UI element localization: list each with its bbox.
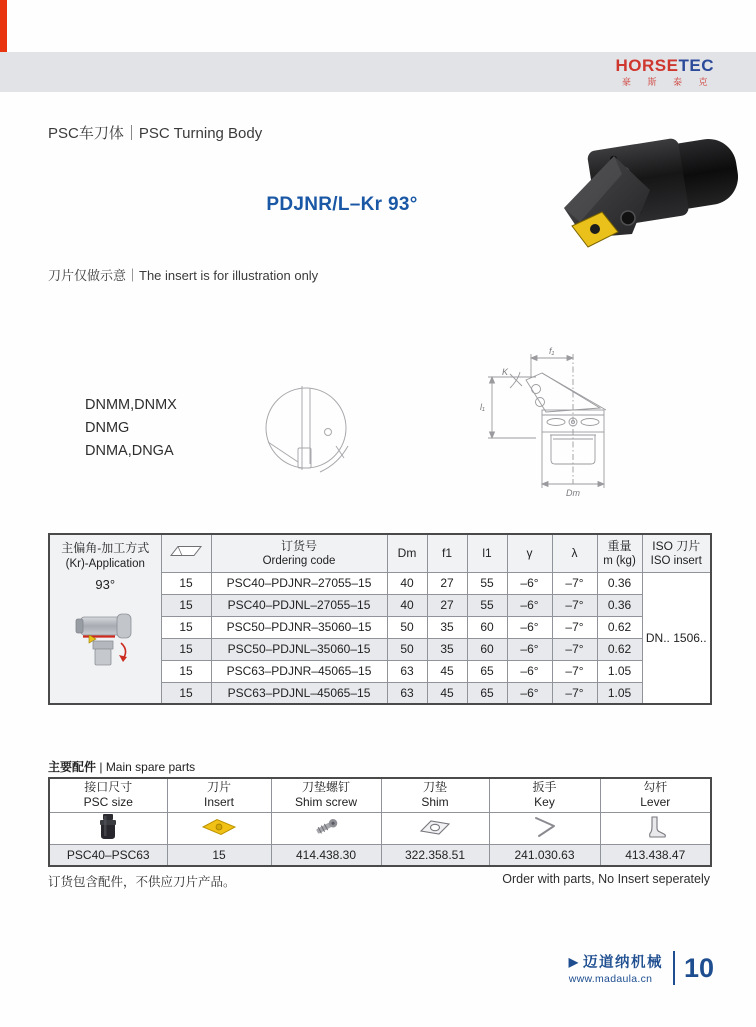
insert-type-line: DNMA,DNGA [85,443,174,459]
logo-wordmark [616,57,714,74]
weight-cell: 0.36 [597,594,642,616]
insert-size-cell: 15 [161,572,211,594]
psc-holder-icon-cell [49,812,167,844]
l1-cell: 55 [467,594,507,616]
psc-size-header-zh: 接口尺寸 [84,779,133,794]
gamma-cell: –6° [507,616,552,638]
insert-size-cell: 15 [161,638,211,660]
spec-table [48,533,712,705]
lambda-cell: –7° [552,682,597,704]
l1-cell: 60 [467,616,507,638]
model-heading: PDJNR/L–Kr 93° [266,194,418,215]
key-header-en: Key [534,795,555,810]
psc-size-header [49,778,167,812]
lever-value: 413.438.47 [600,844,711,866]
tool-holder-render-image [558,130,748,258]
l1-header: l1 [467,534,507,572]
ordering-code-cell: PSC50–PDJNR–35060–15 [211,616,387,638]
insert-icon-cell [167,812,271,844]
shim-screw-header [271,778,381,812]
insert-header-en: Insert [203,795,234,810]
l1-cell: 55 [467,572,507,594]
weight-cell: 1.05 [597,682,642,704]
logo-horse-text: HORSE [615,56,679,75]
ordering-header-zh: 订货号 [280,538,317,553]
lambda-cell: –7° [552,594,597,616]
logo-chinese-text: 豪 斯 泰 克 [622,77,715,87]
front-view-drawing-image [248,380,368,485]
application-header-en: (Kr)-Application [65,557,145,570]
page-title: PSC车刀体｜PSC Turning Body [48,125,263,142]
ordering-code-cell: PSC63–PDJNL–45065–15 [211,682,387,704]
shim-screw-header-zh: 刀垫螺钉 [301,779,350,794]
footer-divider [673,951,675,985]
f1-cell: 45 [427,660,467,682]
dim-f1-label: f₁ [549,346,555,356]
spare-parts-title-zh: 主要配件 [48,760,97,774]
footer-company-name: 迈道纳机械 [582,955,663,971]
shim-screw-header-en: Shim screw [294,795,357,810]
lever-header [600,778,711,812]
insert-angle-icon [168,542,204,560]
iso-insert-cell: DN.. 1506.. [642,572,711,704]
insert-note: 刀片仅做示意｜The insert is for illustration only [48,268,319,283]
page-accent-stripe [0,0,7,52]
lambda-cell: –7° [552,660,597,682]
insert-header-zh: 刀片 [206,779,231,794]
key-header [489,778,600,812]
shim-header-en: Shim [421,795,449,810]
weight-cell: 0.36 [597,572,642,594]
order-note-en: Order with parts, No Insert seperately [502,872,710,886]
key-value: 241.030.63 [489,844,600,866]
weight-header [597,534,642,572]
key-icon [528,814,562,840]
shim-icon-cell [381,812,489,844]
ordering-code-cell: PSC63–PDJNR–45065–15 [211,660,387,682]
page-number: 10 [683,952,714,983]
iso-header-en: ISO insert [650,554,702,567]
l1-cell: 65 [467,660,507,682]
horsetec-logo [616,57,714,87]
logo-tec-text: TEC [678,56,714,75]
gamma-cell: –6° [507,638,552,660]
dm-cell: 63 [387,682,427,704]
lever-icon [640,814,670,840]
ordering-code-cell: PSC40–PDJNR–27055–15 [211,572,387,594]
insert-type-list [85,394,177,463]
weight-header-en: m (kg) [603,554,636,567]
f1-cell: 35 [427,638,467,660]
dm-cell: 40 [387,594,427,616]
lambda-cell: –7° [552,572,597,594]
front-view-drawing [248,380,368,490]
application-illustration [50,601,161,689]
dm-cell: 40 [387,572,427,594]
gamma-header: γ [507,534,552,572]
lambda-cell: –7° [552,616,597,638]
insert-type-line: DNMM,DNMX [85,397,177,413]
insert-value: 15 [167,844,271,866]
insert-icon-header-cell [161,534,211,572]
f1-cell: 27 [427,594,467,616]
f1-header: f1 [427,534,467,572]
dim-k-label: K [502,367,509,377]
psc-holder-icon [93,813,123,841]
spare-parts-title [48,758,195,775]
gamma-cell: –6° [507,682,552,704]
footer-company-line [569,951,663,972]
lever-icon-cell [600,812,711,844]
footer-brand [569,951,663,985]
l1-cell: 65 [467,682,507,704]
shim-screw-value: 414.438.30 [271,844,381,866]
ordering-code-header [211,534,387,572]
insert-size-cell: 15 [161,616,211,638]
application-header-zh: 主偏角-加工方式 [61,541,150,555]
side-view-drawing-image [476,344,686,504]
gamma-cell: –6° [507,594,552,616]
iso-header-zh: ISO 刀片 [652,538,701,553]
spare-parts-title-en: Main spare parts [105,760,196,774]
iso-header [642,534,711,572]
spec-table-header-row [49,534,711,572]
shim-screw-icon [308,815,344,839]
key-header-zh: 扳手 [532,779,557,794]
application-header [50,541,161,572]
spare-header-row [49,778,711,812]
psc-size-header-en: PSC size [83,795,133,810]
lambda-cell: –7° [552,638,597,660]
lambda-header: λ [552,534,597,572]
weight-cell: 0.62 [597,616,642,638]
spare-icons-row [49,812,711,844]
dm-cell: 50 [387,638,427,660]
f1-cell: 35 [427,616,467,638]
insert-size-cell: 15 [161,682,211,704]
ordering-code-cell: PSC40–PDJNL–27055–15 [211,594,387,616]
lever-header-en: Lever [640,795,671,810]
page-footer [569,951,714,985]
order-notes [48,872,710,890]
spare-values-row [49,844,711,866]
side-view-drawing [476,344,686,509]
insert-size-cell: 15 [161,660,211,682]
application-cell [49,534,161,704]
weight-header-zh: 重量 [607,538,632,553]
weight-cell: 1.05 [597,660,642,682]
gamma-cell: –6° [507,660,552,682]
ordering-header-en: Ordering code [262,554,336,567]
lever-header-zh: 勾杆 [643,779,668,794]
insert-size-cell: 15 [161,594,211,616]
shim-icon [415,816,455,838]
key-icon-cell [489,812,600,844]
psc-size-value: PSC40–PSC63 [49,844,167,866]
footer-arrow-icon: ▶ [568,954,578,969]
gamma-cell: –6° [507,572,552,594]
dm-header: Dm [387,534,427,572]
footer-website: www.madaula.cn [568,973,653,985]
shim-screw-icon-cell [271,812,381,844]
f1-cell: 27 [427,572,467,594]
shim-value: 322.358.51 [381,844,489,866]
insert-type-line: DNMG [85,420,130,436]
dm-cell: 63 [387,660,427,682]
weight-cell: 0.62 [597,638,642,660]
dim-l1-label: l₁ [480,402,485,412]
f1-cell: 45 [427,682,467,704]
product-photo [558,130,748,263]
dm-cell: 50 [387,616,427,638]
dim-dm-label: Dm [566,488,580,498]
shim-header-zh: 刀垫 [422,779,447,794]
shim-header [381,778,489,812]
spare-parts-table [48,777,712,867]
application-angle: 93° [95,576,116,592]
spare-parts-title-sep: | [96,760,106,774]
insert-header [167,778,271,812]
application-illustration-image [63,601,147,685]
l1-cell: 60 [467,638,507,660]
insert-icon [199,816,239,838]
ordering-code-cell: PSC50–PDJNL–35060–15 [211,638,387,660]
order-note-zh: 订货包含配件，不供应刀片产品。 [48,875,236,889]
